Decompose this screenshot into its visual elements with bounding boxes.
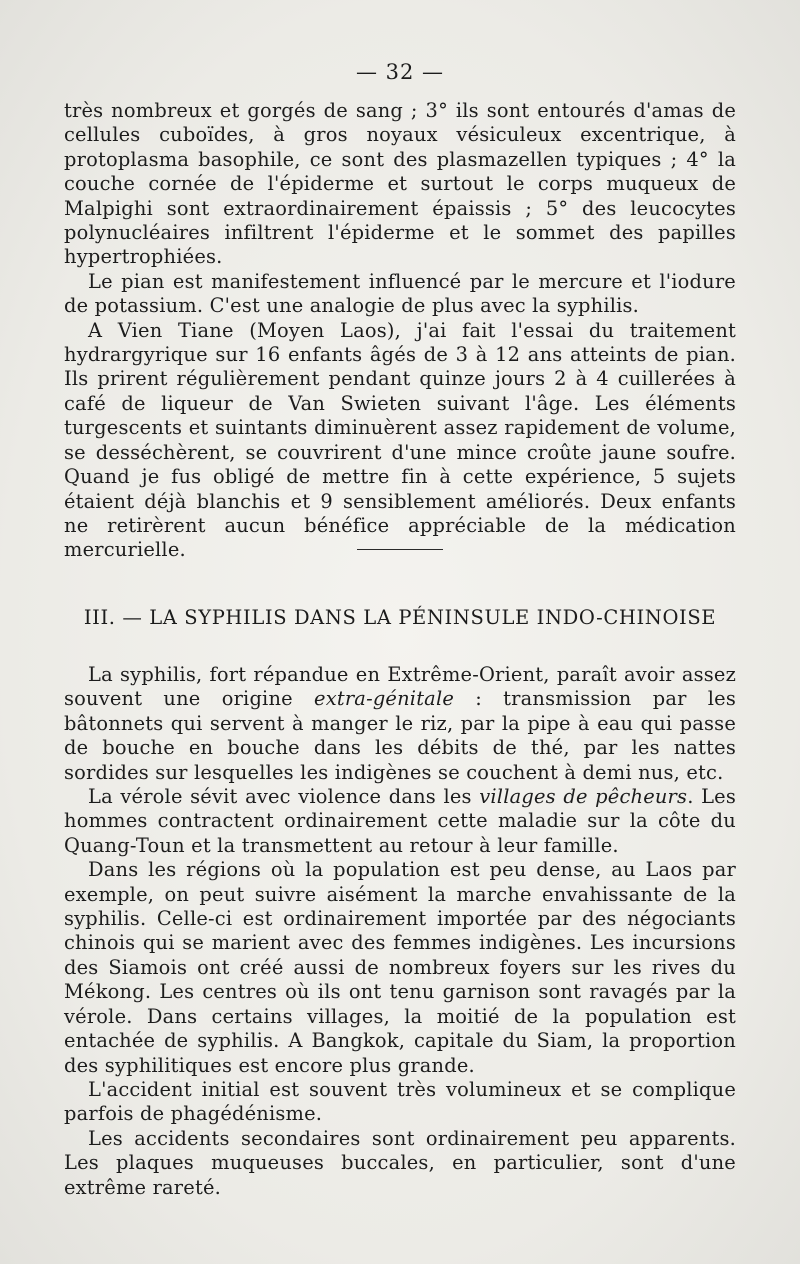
paragraph-plasmazellen: très nombreux et gorgés de sang ; 3° ils sont entourés d'amas de cellules cuboïdes, à gros noyaux vésiculeux excentrique, à protoplasma basophile, ce sont des plasmazellen typiques ; 4° la couche cornée de l'épiderme et surtout le corps muqueux de Malpighi sont extraordinairement épaissis ; 5° des leucocytes polynucléaires infiltrent l'épiderme et le sommet des papilles hypertrophiées. xyxy=(64,99,736,269)
section-divider xyxy=(357,549,443,550)
top-text-block xyxy=(64,99,736,563)
page-number: — 32 — xyxy=(355,60,445,84)
paragraph-text: . Les hommes contractent ordinairement cette maladie sur la côte du Quang-Toun et la transmettent au retour à leur famille. xyxy=(64,785,736,857)
bottom-text-block xyxy=(64,663,736,1200)
paragraph-pian-mercure: Le pian est manifestement influencé par le mercure et l'iodure de potassium. C'est une analogie de plus avec la syphilis. xyxy=(64,269,736,318)
italic-term: villages de pêcheurs xyxy=(479,785,688,809)
paragraph-text: La vérole sévit avec violence dans les xyxy=(88,785,480,809)
paragraph-villages-pecheurs xyxy=(64,785,736,858)
italic-term: extra-génitale xyxy=(314,687,455,711)
paragraph-laos: Dans les régions où la population est peu dense, au Laos par exemple, on peut suivre aisément la marche envahissante de la syphilis. Celle-ci est ordinairement importée par des négociants chinois qui se marient avec des femmes indigènes. Les incursions des Siamois ont créé aussi de nombreux foyers sur les rives du Mékong. Les centres où ils ont tenu garnison sont ravagés par la vérole. Dans certains villages, la moitié de la population est entachée de syphilis. A Bangkok, capitale du Siam, la proportion des syphilitiques est encore plus grande. xyxy=(64,858,736,1077)
paragraph-vien-tiane: A Vien Tiane (Moyen Laos), j'ai fait l'essai du traitement hydrargyrique sur 16 enfants âgés de 3 à 12 ans atteints de pian. Ils prirent régulièrement pendant quinze jours 2 à 4 cuillerées à café de liqueur de Van Swieten suivant l'âge. Les éléments turgescents et suintants diminuèrent assez rapidement de volume, se desséchèrent, se couvrirent d'une mince croûte jaune soufre. Quand je fus obligé de mettre fin à cette expérience, 5 sujets étaient déjà blanchis et 9 sensiblement améliorés. Deux enfants ne retirèrent aucun bénéfice appréciable de la médication mercurielle. xyxy=(64,318,736,562)
paragraph-text: : transmission par les bâtonnets qui servent à manger le riz, par la pipe à eau qui passe de bouche en bouche dans les débits de thé, par les nattes sordides sur lesquelles les indigènes se couchent à demi nus, etc. xyxy=(64,687,736,784)
paragraph-extra-genitale xyxy=(64,663,736,785)
paragraph-accident-initial: L'accident initial est souvent très volumineux et se complique parfois de phagédénisme. xyxy=(64,1077,736,1126)
section-heading: III. — LA SYPHILIS DANS LA PÉNINSULE INDO-CHINOISE xyxy=(83,606,717,629)
paragraph-text: La syphilis, fort répandue en Extrême-Orient, paraît avoir assez souvent une origine xyxy=(64,663,736,711)
paragraph-accidents-secondaires: Les accidents secondaires sont ordinairement peu apparents. Les plaques muqueuses buccales, en particulier, sont d'une extrême rareté. xyxy=(64,1126,736,1199)
